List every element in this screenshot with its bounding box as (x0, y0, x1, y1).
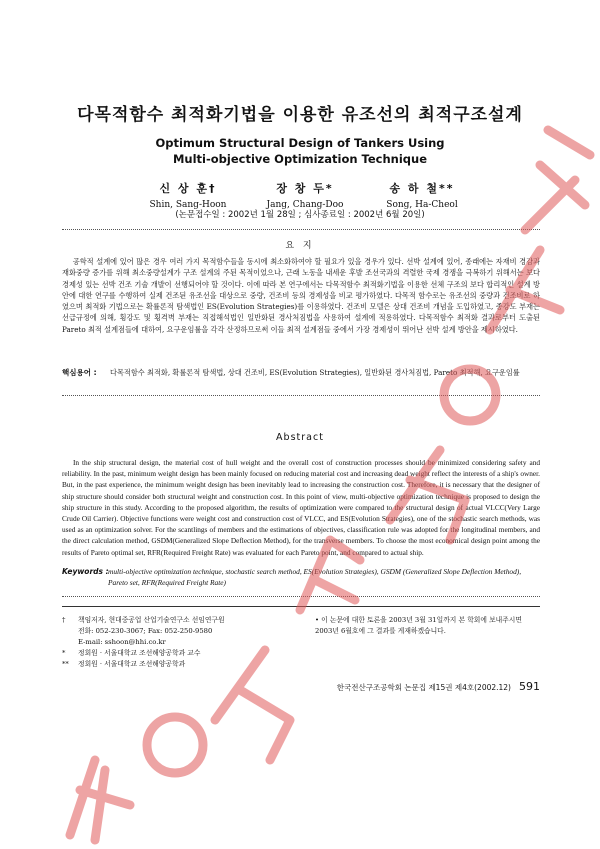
footnote-text: 책임저자, 현대중공업 산업기술연구소 선임연구원 (78, 616, 225, 624)
footnote-mark: * (62, 649, 66, 657)
page-footer (290, 680, 540, 693)
author-name-korean: 신 상 훈† (159, 182, 217, 195)
divider (62, 395, 540, 396)
divider (62, 596, 540, 597)
author-name-korean: 송 하 철** (389, 182, 455, 195)
author (352, 180, 492, 210)
author-name-english: Shin, Sang-Hoon (149, 200, 227, 210)
paper-title-english-line: Optimum Structural Design of Tankers Using (155, 136, 445, 150)
paper-title-korean: 다목적함수 최적화기법을 이용한 유조선의 최적구조설계 (77, 105, 523, 125)
journal-name: 한국전산구조공학회 논문집 제15권 제4호(2002.12) (336, 683, 511, 692)
footnote-text: 정회원 · 서울대학교 조선해양공학과 (78, 660, 186, 668)
submission-dates: (논문접수일 : 2002년 1월 28일 ; 심사종료일 : 2002년 6월 20일) (175, 210, 425, 220)
abstract-korean-text: 공학적 설계에 있어 많은 경우 여러 가지 목적함수들을 동시에 최소화하여야 할 필요가 있을 경우가 있다. 선박 설계에 있어, 종래에는 자재비 경감과 재화중량 증가를 위해 최소중량설계가 구조 설계의 주된 목적이었으나, 근래 노동을 내세운 후발 조선국과의 격렬한 국제 경쟁을 극복하기 위해서는 보다 경제성 있는 선박 건조 기술 개발이 선행되어야 할 것이다. 이에 따라 본 연구에서는 다목적함수 최적화기법을 이용한 선체 구조의 보다 합리적인 설계 방안에 대한 연구를 수행하여 실제 건조된 유조선을 대상으로 중량, 건조비 등의 경제성을 비교 평가하였다. 다목적 함수로는 유조선의 중량과 건조비로 하였으며 최적화 기법으로는 확률론적 탐색법인 ES(Evolution Strategies)를 이용하였다. 건조비 모델은 상대 건조비 개념을 도입하였고, 종강도 부재는 선급규정에 의해, 횡강도 및 횡격벽 부재는 직접해석법인 일반화된 경사처짐법을 사용하여 설계에 적용하였다. 다목적함수 최적화 결과로부터 도출된 Pareto 최적 설계점들에 대하여, 요구운임률을 각각 산정하므로써 이들 최적 설계점들 중에서 가장 경제성이 뛰어난 선박 설계 방안을 제시하였다. (62, 257, 540, 334)
footnotes (62, 615, 302, 670)
keywords-english-label: Keywords : (62, 567, 109, 576)
keywords-english (62, 566, 540, 588)
watermark-stroke (147, 717, 203, 773)
abstract-english-text: In the ship structural design, the material cost of hull weight and the overall cost of construction processes should be minimized considering safety and reliability. In the past, minimum weight design has been mainly focused on reducing material cost and increasing dead weight reflect the interests of a ship's owner. But, in the past experience, the minimum weight design has been inevitably lead to increasing the construction cost. Therefore, it is necessary that the designer of ship structure should consider both structural weight and construction cost. In this point of view, multi-objective optimization technique is proposed to design the ship structure in this study. According to the proposed algorithm, the results of optimization were compared to the structural design of actual VLCC(Very Large Crude Oil Carrier). Objective functions were weight cost and construction cost of VLCC, and ES(Evolution Strategies), one of the stochastic search methods, was used as an optimization solver. For the scantlings of members and the estimations of objectives, classification rule was adopted for the longitudinal members, and the direct calculation method, GSDM(Generalized Slope Deflection Method), for the transverse members. To choose the most economical design point among the results of Pareto optimal set, RFR(Required Freight Rate) was evaluated for each Pareto point, and compared to actual ship. (62, 458, 540, 557)
divider (62, 229, 540, 230)
keywords-korean (62, 367, 540, 378)
watermark-stroke (70, 760, 130, 840)
footnote-rule (62, 606, 540, 607)
page-number: 591 (519, 680, 540, 693)
keywords-korean-label: 핵심용어 : (62, 368, 97, 377)
keywords-korean-text: 다목적함수 최적화, 확률론적 탐색법, 상대 건조비, ES(Evolution Strategies), 일반화된 경사처짐법, Pareto 최적해, 요구운임률 (110, 368, 520, 377)
footnote (62, 626, 302, 637)
footnote-mark: ** (62, 660, 69, 668)
footnote (62, 615, 302, 626)
footnote (62, 637, 302, 648)
discussion-note: • 이 논문에 대한 토론을 2003년 3월 31일까지 본 학회에 보내주시면 2003년 6월호에 그 결과를 게재하겠습니다. (315, 616, 522, 635)
paper-title-english (0, 135, 600, 167)
abstract-korean-heading: 요 지 (285, 241, 315, 251)
author-name-english: Song, Ha-Cheol (386, 200, 458, 210)
keywords-english-text: multi-objective optimization technique, stochastic search method, ES(Evolution Strategies), GSDM (Generalized Slope Deflection Method), Pareto set, RFR(Required Freight Rate) (108, 567, 522, 587)
footnote (62, 648, 302, 659)
author-name-english: Jang, Chang-Doo (266, 200, 344, 210)
paper-title-english-line: Multi-objective Optimization Technique (172, 152, 428, 166)
author-name-korean: 장 창 두* (276, 182, 334, 195)
footnote-text: E-mail: sshoon@hhi.co.kr (78, 638, 166, 646)
footnote (62, 659, 302, 670)
abstract-english-heading: Abstract (276, 432, 324, 443)
footnote-mark: † (62, 616, 66, 624)
footnote-text: 정회원 · 서울대학교 조선해양공학과 교수 (78, 649, 201, 657)
footnote-text: 전화: 052-230-3067; Fax: 052-250-9580 (78, 627, 213, 635)
